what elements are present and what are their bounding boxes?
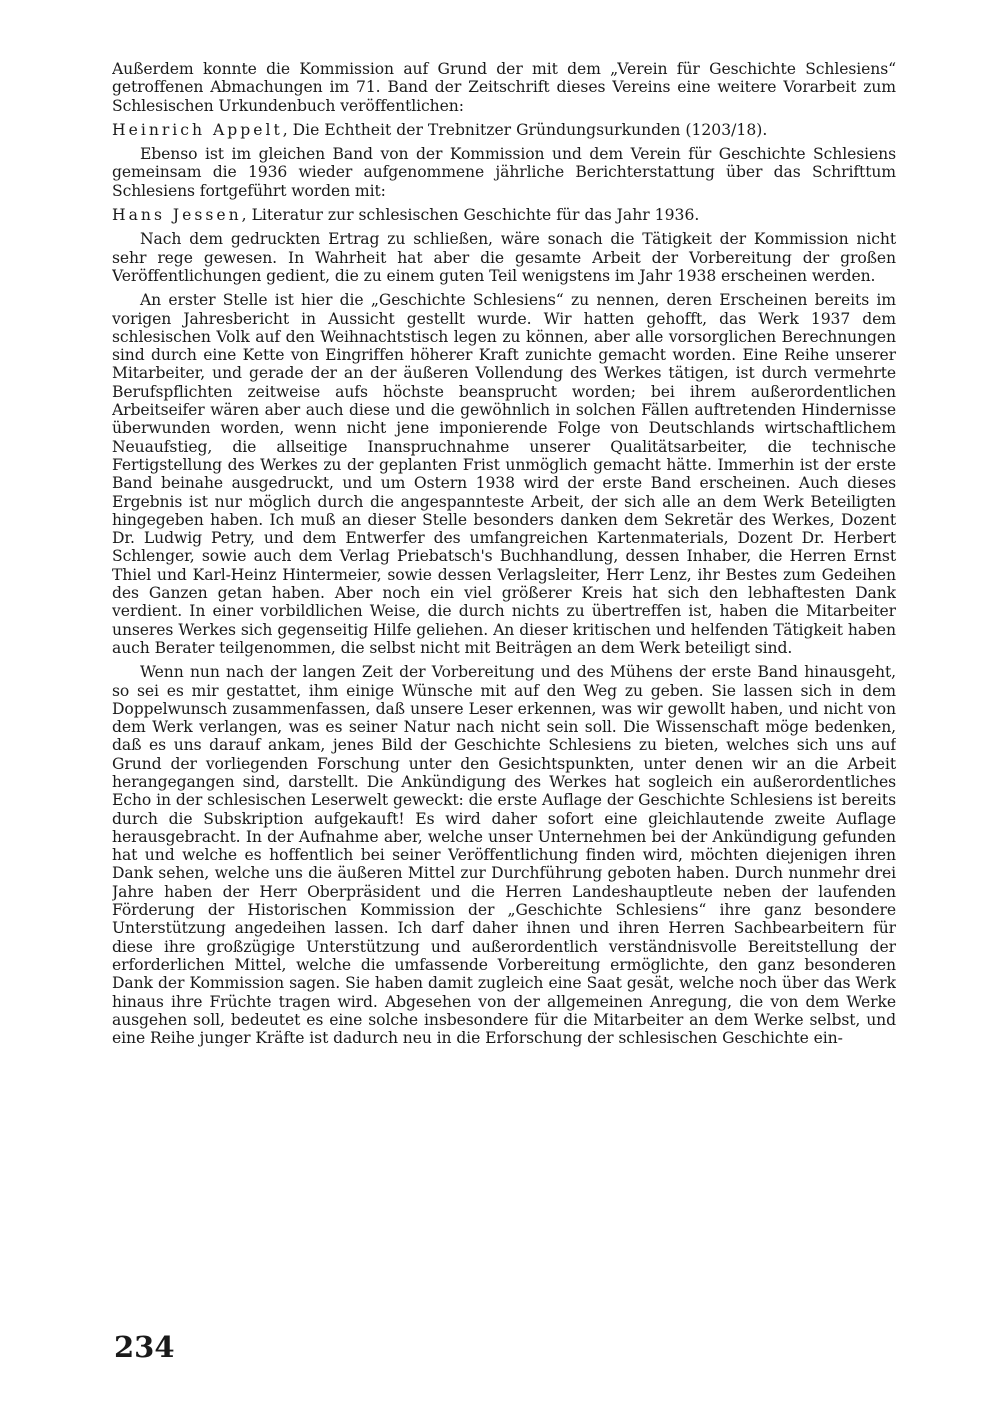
- reference-author: Heinrich Appelt: [112, 120, 283, 139]
- reference-title: , Literatur zur schlesischen Geschichte für das Jahr 1936.: [241, 206, 700, 225]
- reference-author: Hans Jessen: [112, 206, 242, 225]
- reference-appelt: [112, 121, 896, 139]
- paragraph-geschichte-schlesiens: An erster Stelle ist hier die „Geschichte Schlesiens“ zu nennen, deren Erscheinen bereits im vorigen Jahresbericht in Aussicht gestellt wurde. Wir hatten gehofft, das Werk 1937 dem schlesischen Volk auf den Weihnachtstisch legen zu können, aber alle vorsorglichen Berechnungen sind durch eine Kette von Eingriffen höherer Kraft zunichte gemacht worden. Eine Reihe unserer Mitarbeiter, und gerade der an der äußeren Vollendung des Werkes tätigen, ist durch vermehrte Berufspflichten zeitweise aufs höchste beansprucht worden; bei ihrem außerordentlichen Arbeitseifer wären aber auch diese und die gewöhnlich in solchen Fällen auftretenden Hindernisse überwunden worden, wenn nicht jene imponierende Folge von Deutschlands wirtschaftlichem Neuaufstieg, die allseitige Inanspruchnahme unserer Qualitätsarbeiter, die technische Fertigstellung des Werkes zu der geplanten Frist unmöglich gemacht hätte. Immerhin ist der erste Band beinahe ausgedruckt, und um Ostern 1938 wird der erste Band erscheinen. Auch dieses Ergebnis ist nur möglich durch die angespannteste Arbeit, der sich alle an dem Werk Beteiligten hingegeben haben. Ich muß an dieser Stelle besonders danken dem Sekretär des Werkes, Dozent Dr. Ludwig Petry, und dem Entwerfer des umfangreichen Kartenmaterials, Dozent Dr. Herbert Schlenger, sowie auch dem Verlag Priebatsch's Buchhandlung, dessen Inhaber, die Herren Ernst Thiel und Karl-Heinz Hintermeier, sowie dessen Verlagsleiter, Herr Lenz, ihr Bestes zum Gedeihen des Ganzen getan haben. Aber noch ein viel größerer Kreis hat sich den lebhaftesten Dank verdient. In einer vorbildlichen Weise, die durch nichts zu übertreffen ist, haben die Mitarbeiter unseres Werkes sich gegenseitig Hilfe geliehen. An dieser kritischen und helfenden Tätigkeit haben auch Berater teilgenommen, die selbst nicht mit Beiträgen an dem Werk beteiligt sind.: [112, 291, 896, 657]
- reference-title: , Die Echtheit der Trebnitzer Gründungsurkunden (1203/18).: [282, 120, 768, 139]
- paragraph-wuensche: Wenn nun nach der langen Zeit der Vorbereitung und des Mühens der erste Band hinausgeht, so sei es mir gestattet, ihm einige Wünsche mit auf den Weg zu geben. Sie lassen sich in dem Doppelwunsch zusammenfassen, daß unsere Leser erkennen, was wir gewollt haben, und nicht von dem Werk verlangen, was es seiner Natur nach nicht sein soll. Die Wissenschaft möge bedenken, daß es uns darauf ankam, jenes Bild der Geschichte Schlesiens zu bieten, welches sich uns auf Grund der vorliegenden Forschung unter den Gesichtspunkten, unter denen wir an die Arbeit herangegangen sind, darstellt. Die Ankündigung des Werkes hat sogleich ein außerordentliches Echo in der schlesischen Leserwelt geweckt: die erste Auflage der Geschichte Schlesiens ist bereits durch die Subskription aufgekauft! Es wird daher sofort eine gleichlautende zweite Auflage herausgebracht. In der Aufnahme aber, welche unser Unternehmen bei der Ankündigung gefunden hat und welche es hoffentlich bei seiner Veröffentlichung finden wird, möchten diejenigen ihren Dank sehen, welche uns die äußeren Mittel zur Durchführung geboten haben. Durch nunmehr drei Jahre haben der Herr Oberpräsident und die Herren Landeshauptleute neben der laufenden Förderung der Historischen Kommission der „Geschichte Schlesiens“ ihre ganz besondere Unterstützung angedeihen lassen. Ich darf daher ihnen und ihren Herren Sachbearbeitern für diese ihre großzügige Unterstützung und außerordentlich verständnisvolle Bereitstellung der erforderlichen Mittel, welche die umfassende Vorbereitung ermöglichte, den ganz besonderen Dank der Kommission sagen. Sie haben damit zugleich eine Saat gesät, welche noch über das Werk hinaus ihre Früchte tragen wird. Abgesehen von der allgemeinen Anregung, die von dem Werke ausgehen soll, bedeutet es eine solche insbesondere für die Mitarbeiter an dem Werke selbst, und eine Reihe junger Kräfte ist dadurch neu in die Erforschung der schlesischen Geschichte ein-: [112, 663, 896, 1048]
- page-number: 234: [114, 1330, 175, 1364]
- document-page: [112, 60, 896, 1320]
- paragraph-ertrag: Nach dem gedruckten Ertrag zu schließen, wäre sonach die Tätigkeit der Kommission nicht sehr rege gewesen. In Wahrheit hat aber die gesamte Arbeit der Vorbereitung der großen Veröffentlichungen gedient, die zu einem guten Teil wenigstens im Jahr 1938 erscheinen werden.: [112, 230, 896, 285]
- reference-jessen: [112, 206, 896, 224]
- paragraph-intro: Außerdem konnte die Kommission auf Grund der mit dem „Verein für Geschichte Schlesiens“ getroffenen Abmachungen im 71. Band der Zeitschrift dieses Vereins eine weitere Vorarbeit zum Schlesischen Urkundenbuch veröffentlichen:: [112, 60, 896, 115]
- paragraph-ebenso: Ebenso ist im gleichen Band von der Kommission und dem Verein für Geschichte Schlesiens gemeinsam die 1936 wieder aufgenommene jährliche Berichterstattung über das Schrifttum Schlesiens fortgeführt worden mit:: [112, 145, 896, 200]
